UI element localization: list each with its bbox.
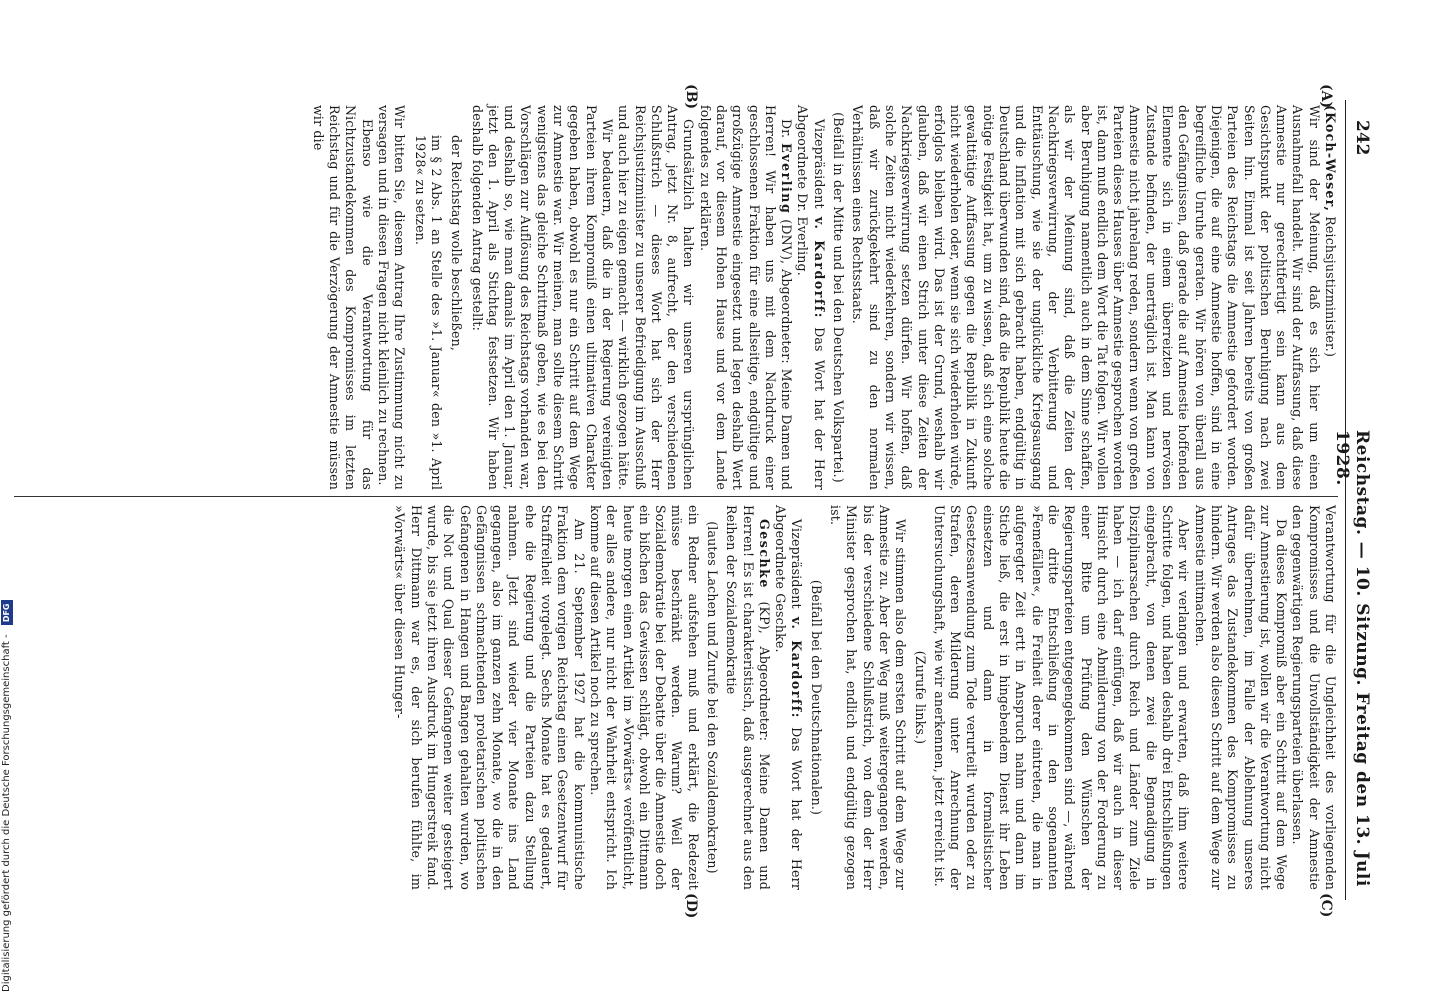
column-divider	[0, 496, 1338, 497]
motion-text: der Reichstag wolle beschließen,	[449, 135, 465, 352]
speaker-name: Geschke	[756, 519, 772, 589]
margin-mark-b: (B)	[683, 84, 699, 110]
speaker-name: (Koch-Weser,	[1323, 105, 1338, 213]
margin-mark-a: (A)	[1318, 84, 1334, 109]
paragraph: Wir sind der Meinung, daß es sich hier um einen Ausnahmefall handelt. Wir sind der Auffassung, daß diese Amnestie nur gerechtfertigt sein kann aus dem Gesichtspunkt der politischen Beruhigung nach zwei Seiten hin. Einmal ist seit Jahren bereits von großen Parteien des Reichstags die Amnestie gefordert worden. Diejenigen, die auf eine Amnestie hoffen, sind in eine begreifliche Unruhe geraten. Wir hören von überall aus den Gefängnissen, daß gerade die auf Amnestie hoffenden Elemente sich in einem überreizten und nervösen Zustande befinden, der unerträglich ist. Man kann von Amnestie nicht jahrelang reden, sondern wenn von großen Parteien dieses Hauses über Amnestie gesprochen worden ist, dann muß endlich dem Wort die Tat folgen. Wir wollen aber Beruhigung namentlich auch in dem Sinne schaffen, als wir der Meinung sind, daß die Zeiten der Nachkriegsverwirrung, der Verbitterung und Enttäuschung, wie sie der unglückliche Kriegsausgang und die Inflation mit sich gebracht haben, endgültig in Deutschland überwunden sind, daß die Republik heute die nötige Festigkeit hat, um zu wissen, daß sich eine solche gewalttätige Auffassung gegen die Republik in Zukunft nicht wiederholen oder, wenn sie sich wiederholen würde, erfolglos bleiben wird. Das ist der Grund, weshalb wir glauben, daß wir einen Strich unter diese Zeiten der Nachkriegsverwirrung setzen dürfen. Wir hoffen, daß solche Zeiten nicht wiederkehren, sondern wir wissen, daß wir zurückgekehrt sind zu den normalen Verhältnissen eines Rechtsstaats.	[850, 105, 1322, 490]
paragraph: Verantwortung für die Ungleichheit des vorliegenden Kompromisses und die Unvollständigkeit der Amnestie den gegenwärtigen Regierungsparteien überlassen.	[1290, 505, 1338, 890]
paragraph: Am 21. September 1927 hat die kommunistische Fraktion dem vorigen Reichstag einen Gesetzentwurf für Straffreiheit vorgelegt. Sechs Monate hat es gedauert, ehe die Regierung und die Parteien dazu Stellung nahmen. Jetzt sind wieder vier Monate ins Land gegangen, also im ganzen zehn Monate, wo die in den Gefängnissen schmachtenden proletarischen politischen Gefangenen in Hangen und Bangen gehalten wurden, wo die Not und Qual dieser Gefangenen weiter gesteigert wurde, bis sie jetzt ihren Ausdruck im Hungerstreik fand. Herr Dittmann war es, der sich berufen fühlte, im »Vorwärts« über diesen Hunger-	[392, 505, 587, 890]
left-column	[310, 105, 1338, 490]
margin-mark-c: (C)	[1318, 893, 1334, 918]
speech-paragraph	[794, 105, 827, 490]
margin-mark-d: (D)	[683, 893, 699, 919]
speech-text: Das Wort hat der Herr Abgeordnete Dr. Everling.	[795, 105, 827, 490]
speech-text: Das Wort hat der Herr Abgeordnete Geschke.	[773, 505, 805, 890]
dfg-logo: DFG	[1, 601, 13, 626]
speaker-prefix: Vizepräsident	[789, 519, 805, 617]
dfg-credit	[0, 0, 14, 1000]
speaker-prefix: Dr.	[779, 119, 795, 144]
paragraph: Grundsätzlich halten wir unseren ursprünglichen Antrag, jetzt Nr. 8, aufrecht, der den verschiedenen Schlußstrich — dieses Wort hat sich der Herr Reichsjustizminister zu unserer Befriedigung im Ausschuß und auch hier zu eigen gemacht — wirklich gezogen hätte.	[616, 105, 697, 490]
paragraph: Da dieses Kompromiß aber ein Schritt auf dem Wege zur Amnestierung ist, wollen wir die Verantwortung nicht dafür übernehmen, im Falle der Ablehnung unseres Antrages das Zustandekommen des Kompromisses zu hindern. Wir werden also diesen Schritt auf dem Wege zur Amnestie mitmachen.	[1192, 505, 1290, 890]
speaker-name: v. Kardorff:	[789, 616, 805, 719]
paragraph: Wir stimmen also dem ersten Schritt auf dem Wege zur Amnestie zu. Aber der Weg muß weitergegangen werden, bis der verschiedene Schlußstrich, von dem der Herr Minister gesprochen hat, endlich und endgültig gezogen ist.	[828, 505, 909, 890]
speech-text: (DNV), Abgeordneter: Meine Damen und Herren! Wir haben uns mit dem Nachdruck einer geschlossenen Fraktion für eine allseitige, endgültige und großzügige Amnestie eingesetzt und legen deshalb Wert darauf, vor diesem Hohen Hause und vor dem Lande folgendes zu erklären.	[697, 105, 795, 491]
footer-strip	[0, 0, 14, 1000]
paragraph: Wir bitten Sie, diesem Antrag Ihre Zustimmung nicht zu versagen und in diesen Fragen nicht kleinlich zu rechnen.	[376, 105, 408, 490]
paragraph: Wir bedauern, daß die in der Regierung vereinigten Parteien ihrem Kompromiß einen ultimativen Charakter gegeben haben, obwohl es nur ein Schritt auf dem Wege zur Amnestie war. Wir meinen, man sollte diesem Schritt wenigstens das gleiche Schrittmaß geben, wie es bei den Vorschlägen zur Auflösung des Reichstags vorhanden war, und deshalb so, wie man damals im April den 1. Januar, jetzt den 1. April als Stichtag festsetzen. Wir haben deshalb folgenden Antrag gestellt:	[469, 105, 615, 490]
speaker-role: Reichsjustizminister.)	[1323, 212, 1338, 358]
stage-direction: (Beifall bei den Deutschnationalen.)	[808, 579, 824, 816]
page-number: 242	[1352, 120, 1372, 156]
stage-direction: (Zurufe links.)	[912, 650, 928, 745]
paragraph: Aber wir verlangen und erwarten, daß ihm weitere Schritte folgen, und haben deshalb drei Entschließungen eingebracht, von denen zwei die Begnadigung in Disziplinarsachen durch Reich und Länder zum Ziele haben — ich darf einfügen, daß wir auch in dieser Hinsicht durch eine Abmilderung von der Forderung zu einer Bitte um Prüfung den Wünschen der Regierungsparteien entgegengekommen sind —, während die dritte Entschließung in den sogenannten »Femefällen«, die Freiheit derer eintreten, die man in aufgeregter Zeit ertt in Anspruch nahm und dann im Stiche ließ, die erst in hingebendem Dienst ihr Leben einsetzen und dann in formalistischer Gesetzesanwendung zum Tode verurteilt wurden oder zu Strafen, deren Milderung unter Anrechnung der Untersuchungshaft, wie wir anerkennen, jetzt erreicht ist.	[931, 505, 1192, 890]
speech-paragraph	[696, 105, 794, 490]
stage-direction: (lautes Lachen und Zurufe bei den Sozialdemokraten)	[705, 521, 721, 874]
right-column	[391, 505, 1338, 890]
motion-text: im § 2 Abs. 1 an Stelle des »1. Januar« den »1. April 1928« zu setzen.	[412, 135, 444, 490]
speaker-prefix: Vizepräsident	[811, 119, 827, 217]
page-header	[1332, 100, 1376, 900]
speech-paragraph	[723, 505, 772, 890]
running-title: Reichstag. — 10. Sitzung. Freitag den 13. Juli 1928.	[1332, 430, 1372, 887]
speech-paragraph	[772, 505, 805, 890]
speaker-continuation	[1322, 105, 1338, 490]
dfg-credit-text: Digitalisierung gefördert durch die Deutsche Forschungsgemeinschaft -	[1, 634, 12, 992]
speech-text: (KP), Abgeordneter: Meine Damen und Herren! Es ist charakteristisch, daß ausgerechnet aus den Reihen der Sozialdemokratie	[724, 505, 772, 890]
paragraph: Ebenso wie die Verantwortung für das Nichtzustandekommen des Kompromisses im letzten Reichstag und für die Verzögerung der Amnestie müssen wir die	[310, 105, 375, 490]
speaker-name: v. Kardorff:	[811, 216, 827, 319]
stage-direction: (Beifall in der Mitte und bei den Deutschen Volkspartei.)	[831, 112, 847, 483]
speaker-name: Everling	[779, 143, 795, 215]
paragraph: ein Redner aufstehen muß und erklärt, die Redezeit müsse beschränkt werden. Warum? Weil der Sozialdemokratie bei der Debatte über die Amnestie doch ein bißchen das Gewissen schlägt, obwohl ein Dittmann heute morgen einen Artikel im »Vorwärts« veröffentlicht, der alles andere, nur nicht der Wahrheit entspricht. Ich komme auf diesen Artikel noch zu sprechen.	[587, 505, 701, 890]
